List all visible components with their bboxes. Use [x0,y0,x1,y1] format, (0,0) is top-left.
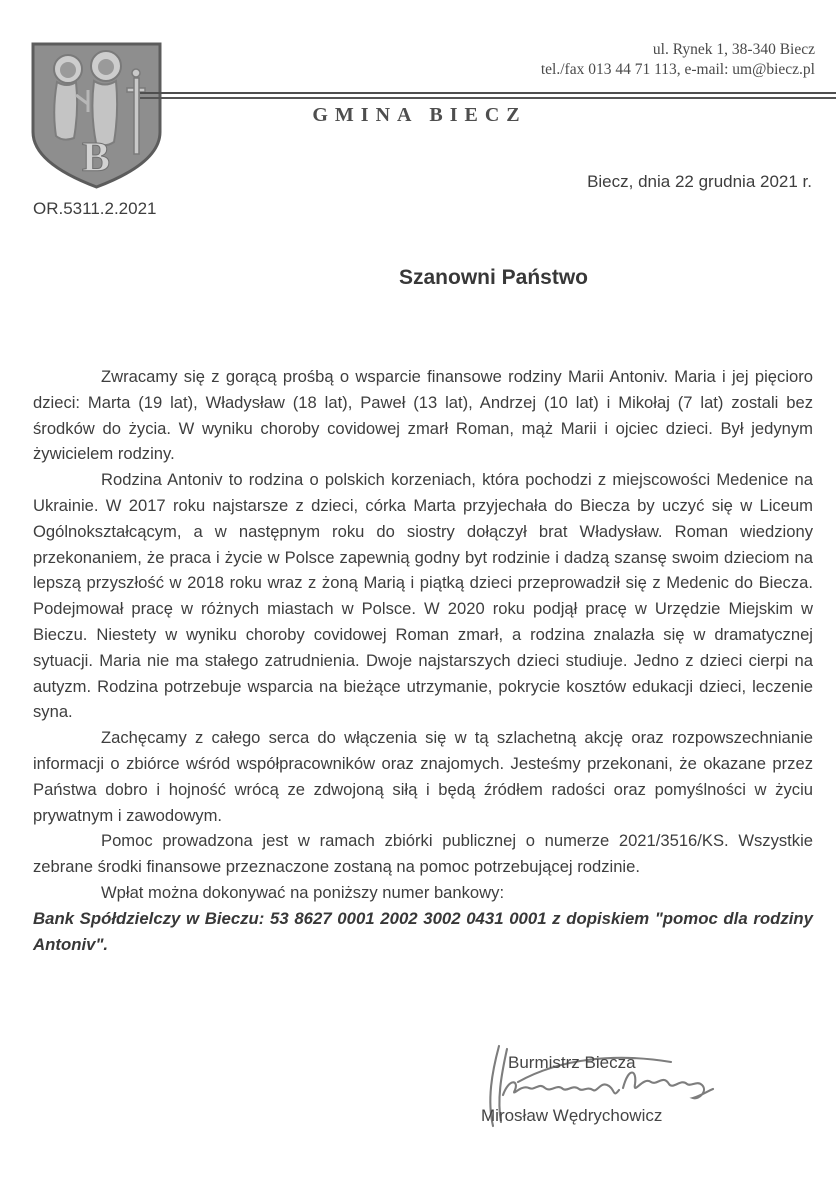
letter-body [33,364,813,957]
letterhead-divider [140,92,836,99]
coat-letter: B [81,135,111,181]
signer-title: Burmistrz Biecza [508,1053,636,1072]
address-line-1: ul. Rynek 1, 38-340 Biecz [652,41,815,58]
address-line-2: tel./fax 013 44 71 113, e-mail: um@biecz.pl [540,61,815,78]
bank-account-details: Bank Spółdzielczy w Bieczu: 53 8627 0001 2002 3002 0431 0001 z dopiskiem "pomoc dla rodziny Antoniv". [33,908,813,954]
paragraph-4: Pomoc prowadzona jest w ramach zbiórki publicznej o numerze 2021/3516/KS. Wszystkie zebrane środki finansowe przeznaczone zostaną na pomoc potrzebującej rodzinie. [33,831,813,877]
paragraph-2: Rodzina Antoniv to rodzina o polskich korzeniach, która pochodzi z miejscowości Medenice na Ukrainie. W 2017 roku najstarsze z dzieci, córka Marta przyjechała do Biecza by uczyć się w Liceum Ogólnokształcącym, a w następnym roku do siostry dołączył brat Władysław. Roman wiedziony przekonaniem, że praca i życie w Polsce zapewnią godny byt rodzinie i dadzą szansę swoim dzieciom na lepszą przyszłość w 2018 roku wraz z żoną Marią i piątką dzieci przeprowadził się z Medenic do Biecza. Podejmował pracę w różnych miastach w Polsce. W 2020 roku podjął pracę w Urzędzie Miejskim w Bieczu. Niestety w wyniku choroby covidowej Roman zmarł, a rodzina znalazła się w dramatycznej sytuacji. Maria nie ma stałego zatrudnienia. Dwoje najstarszych dzieci studiuje. Jedno z dzieci cierpi na autyzm. Rodzina potrzebuje wsparcia na bieżące utrzymanie, pokrycie kosztów edukacji dzieci, leczenie syna. [33,470,813,722]
reference-number: OR.5311.2.2021 [33,199,157,218]
paragraph-1: Zwracamy się z gorącą prośbą o wsparcie finansowe rodziny Marii Antoniv. Maria i jej pięcioro dzieci: Marta (19 lat), Władysław (18 lat), Paweł (13 lat), Andrzej (10 lat) i Mikołaj (7 lat) zostali bez środków do życia. W wyniku choroby covidowej zmarł Roman, mąż Marii i ojciec dzieci. Był jedynym żywicielem rodziny. [33,367,813,464]
salutation: Szanowni Państwo [398,266,589,289]
signer-name: Mirosław Wędrychowicz [481,1106,663,1125]
place-and-date: Biecz, dnia 22 grudnia 2021 r. [587,172,812,191]
letterhead-address [541,40,815,80]
paragraph-5: Wpłat można dokonywać na poniższy numer bankowy: [101,882,505,902]
paragraph-3: Zachęcamy z całego serca do włączenia się w tą szlachetną akcję oraz rozpowszechnianie informacji o zbiórce wśród współpracowników oraz znajomych. Jesteśmy przekonani, że okazane przez Państwa dobro i hojność wrócą ze zdwojoną siłą i będą źródłem radości oraz pomyślności w życiu prywatnym i zawodowym. [33,728,813,825]
organization-name: GMINA BIECZ [312,104,527,126]
